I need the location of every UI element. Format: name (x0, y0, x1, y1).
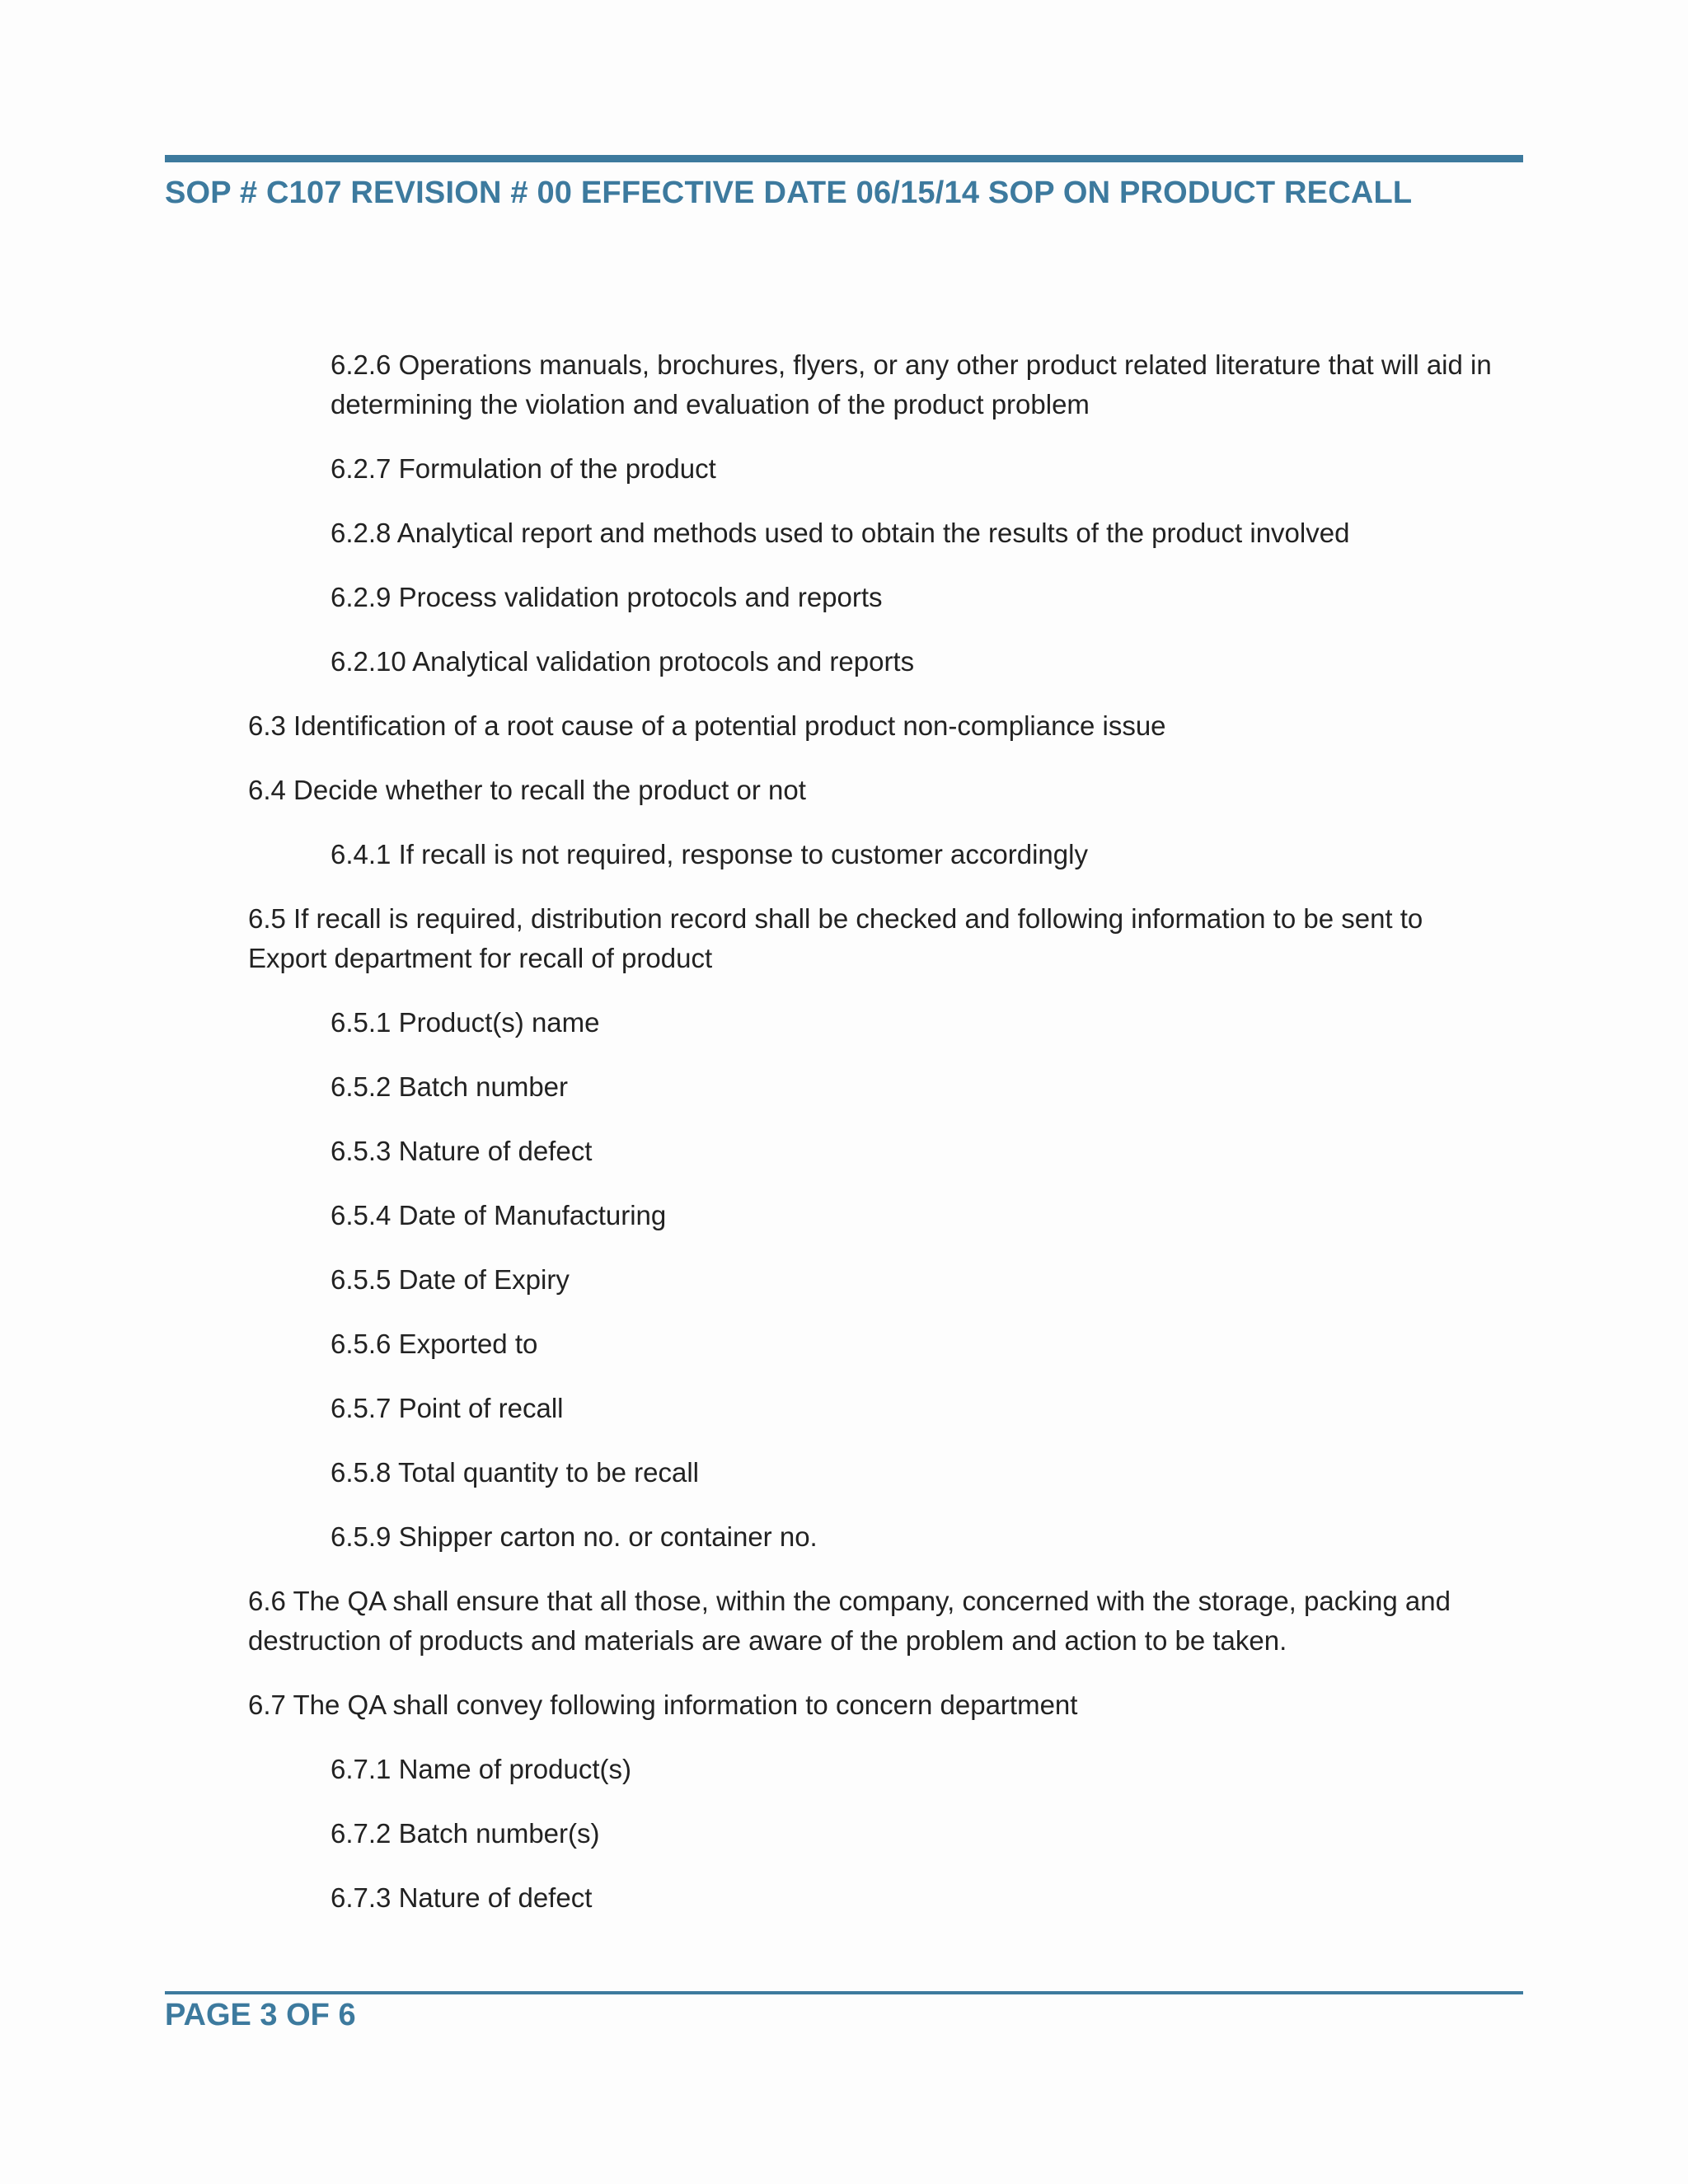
list-item: 6.5.5 Date of Expiry (331, 1264, 570, 1295)
list-item: 6.5.1 Product(s) name (331, 1007, 600, 1038)
header-title: SOP # C107 REVISION # 00 EFFECTIVE DATE 06/15/14 SOP ON PRODUCT RECALL (165, 176, 1413, 210)
list-item: 6.5.7 Point of recall (331, 1393, 564, 1423)
list-item: 6.3 Identification of a root cause of a potential product non-compliance issue (248, 710, 1166, 741)
list-item: 6.5.6 Exported to (331, 1329, 538, 1359)
list-item: 6.2.10 Analytical validation protocols and reports (331, 646, 915, 677)
list-item: 6.5.4 Date of Manufacturing (331, 1200, 667, 1230)
list-item: 6.7 The QA shall convey following information to concern department (248, 1690, 1078, 1720)
list-item: 6.4.1 If recall is not required, response to customer accordingly (331, 839, 1088, 869)
list-item: 6.5.2 Batch number (331, 1071, 569, 1102)
list-item: 6.2.7 Formulation of the product (331, 453, 716, 484)
list-item: 6.2.9 Process validation protocols and reports (331, 582, 883, 612)
list-item: 6.5.3 Nature of defect (331, 1136, 593, 1166)
list-item: 6.4 Decide whether to recall the product or not (248, 775, 806, 805)
list-item: 6.7.3 Nature of defect (331, 1882, 593, 1913)
list-item: 6.6 The QA shall ensure that all those, within the company, concerned with the storage, packing and destruction of products and materials are aware of the problem and action to be taken. (248, 1586, 1451, 1656)
list-item: 6.2.6 Operations manuals, brochures, flyers, or any other product related literature that will aid in determining the violation and evaluation of the product problem (331, 349, 1492, 419)
page-number: PAGE 3 OF 6 (165, 1998, 356, 2032)
list-item: 6.7.1 Name of product(s) (331, 1754, 631, 1784)
footer-rule (165, 1991, 1523, 1994)
list-item: 6.2.8 Analytical report and methods used to obtain the results of the product involved (331, 518, 1350, 548)
list-item: 6.5.8 Total quantity to be recall (331, 1457, 700, 1488)
header-rule (165, 155, 1523, 162)
list-item: 6.5 If recall is required, distribution record shall be checked and following information to be sent to Export department for recall of product (248, 903, 1423, 973)
list-item: 6.7.2 Batch number(s) (331, 1818, 600, 1849)
list-item: 6.5.9 Shipper carton no. or container no. (331, 1521, 818, 1552)
